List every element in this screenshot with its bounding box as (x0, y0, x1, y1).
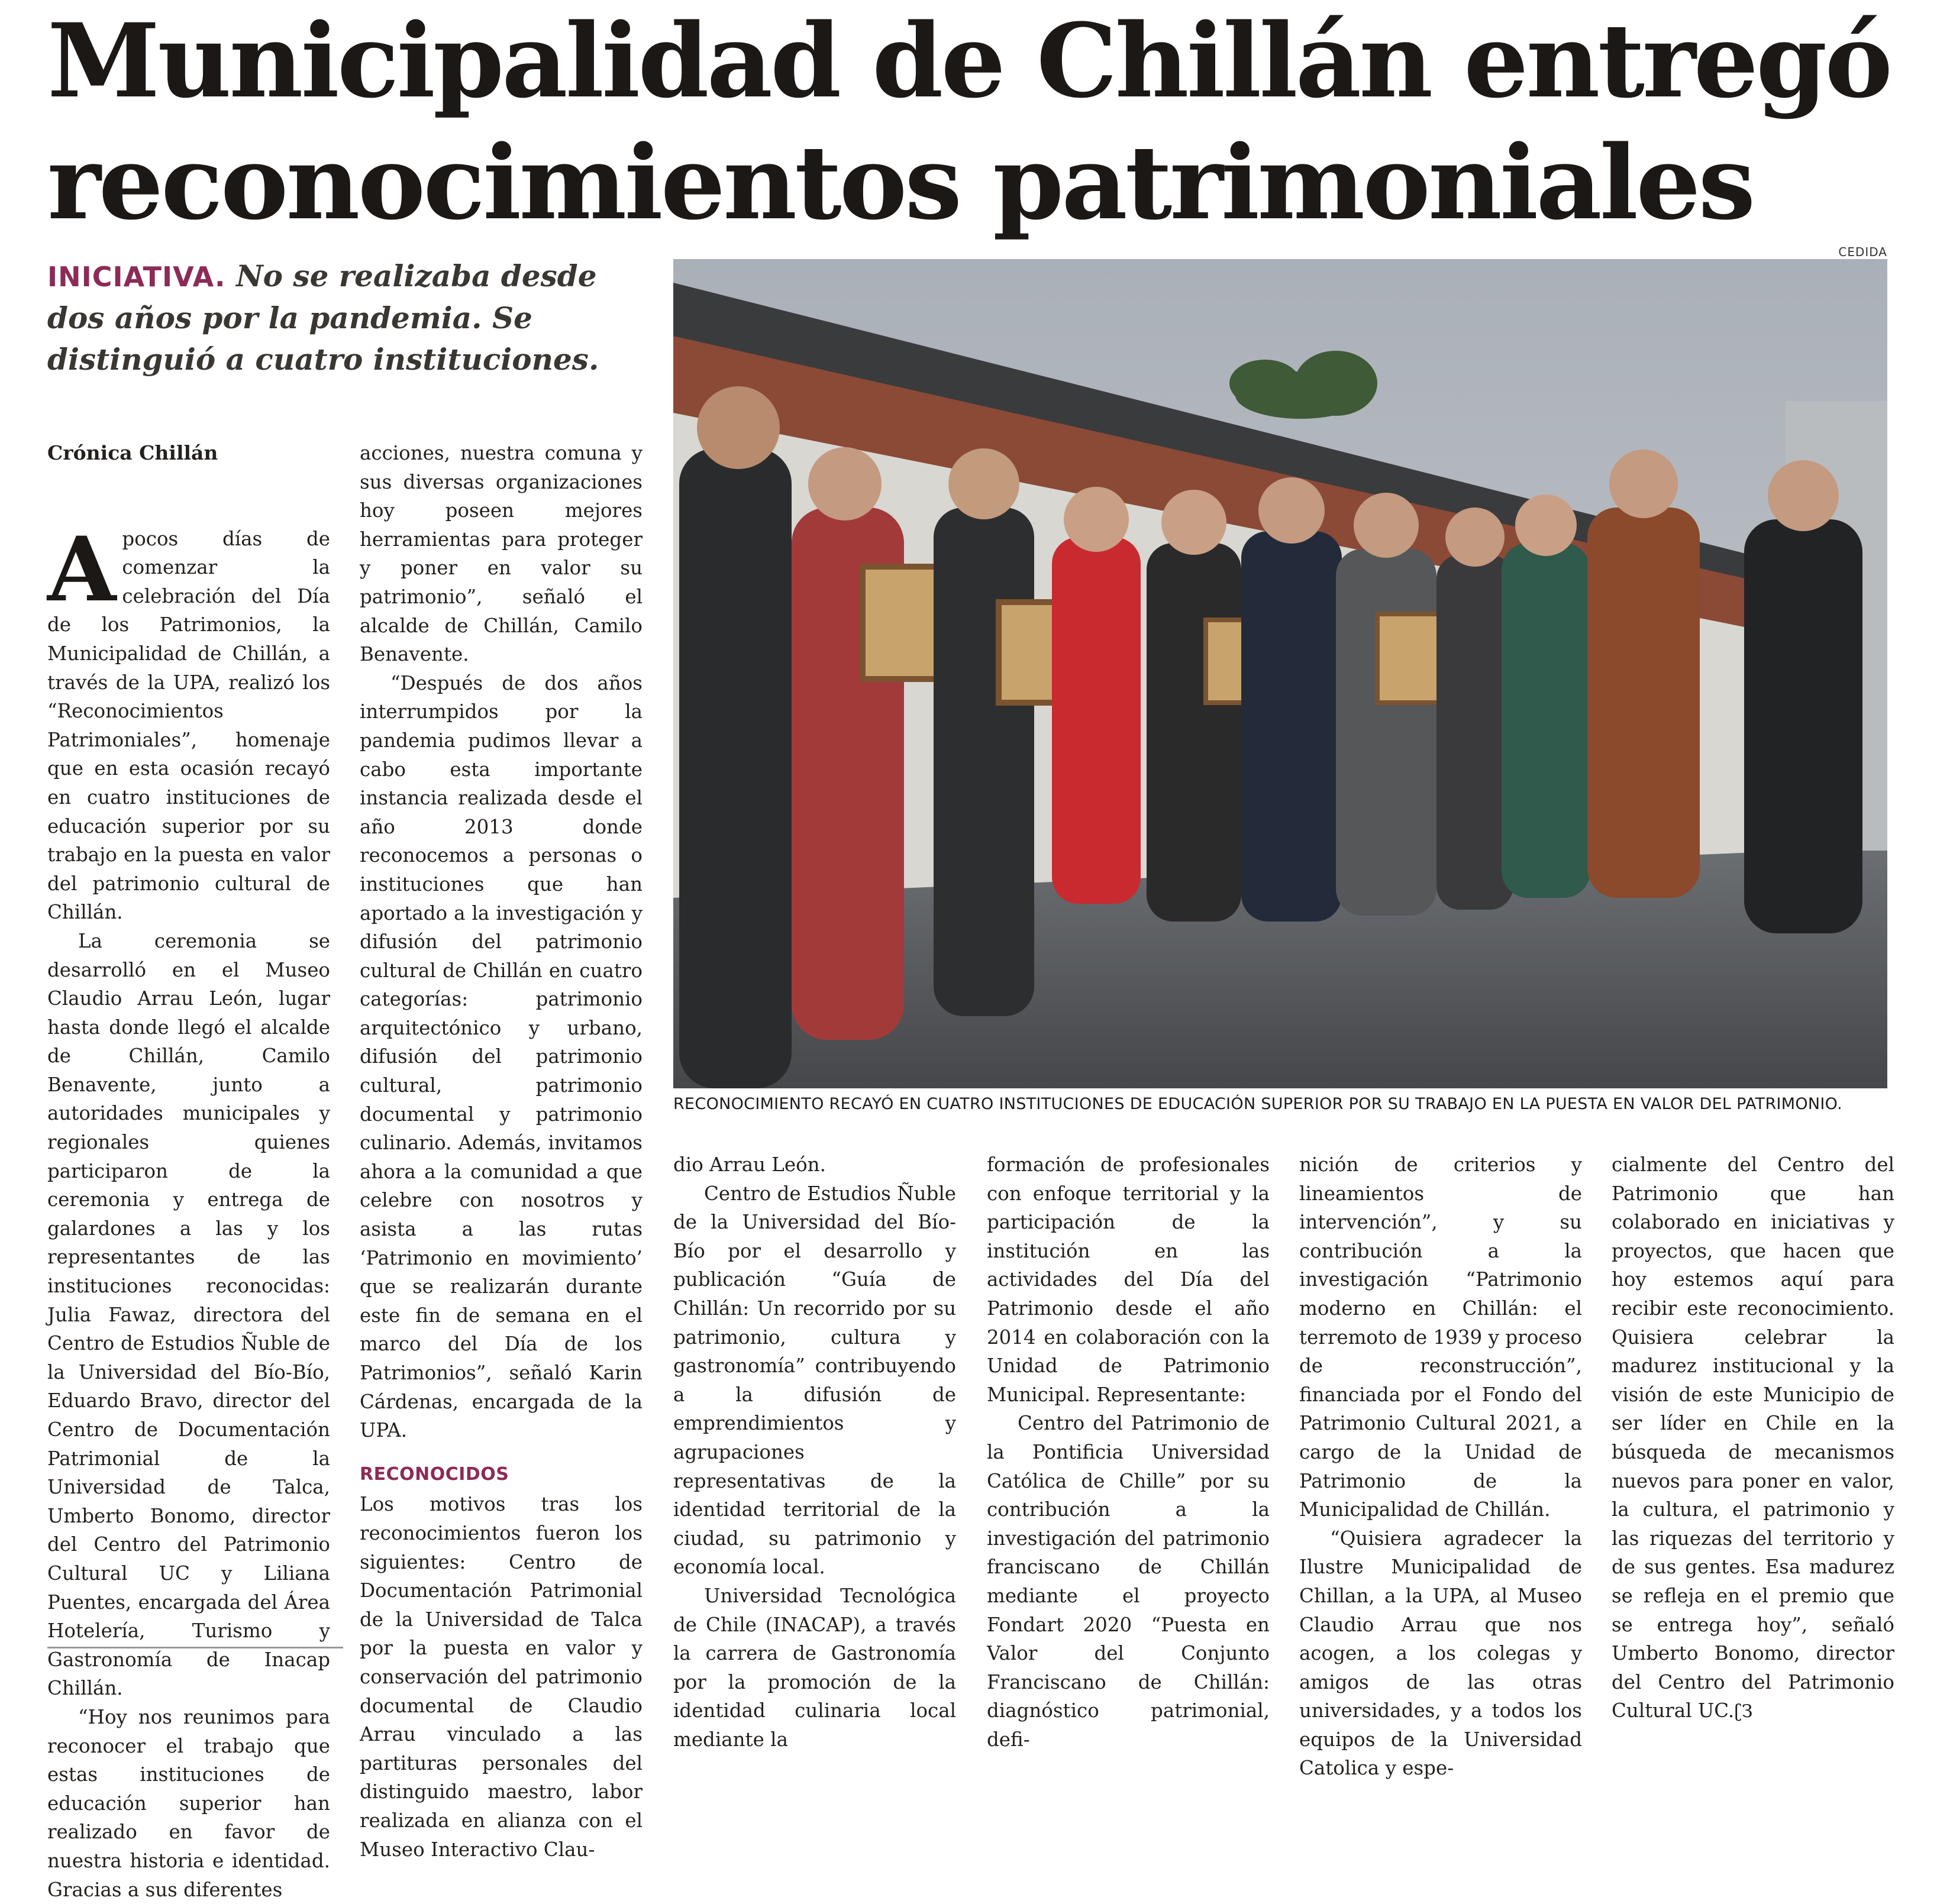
paragraph-4: “Después de dos años interrumpidos por la pandemia pudimos llevar a cabo esta importante instancia realizada desde el año 2013 donde reconocemos a personas o instituciones que han aportado a la investigación y difusión del patrimonio cultural de Chillán en cuatro categorías: patrimonio arquitectónico y urbano, difusión del patrimonio cultural, patrimonio documental y patrimonio culinario. Además, invitamos ahora a la comunidad a que celebre con nosotros y asista a las rutas ‘Patrimonio en movimiento’ que se realizarán durante este fin de semana en el marco del Día de los Patrimonios”, señaló Karin Cárdenas, encargada de la UPA. (360, 671, 643, 1442)
text-column-5 (1299, 1150, 1582, 1783)
paragraph-1-text: pocos días de comenzar la celebración del Día de los Patrimonios, la Municipalidad de Chillán, a través de la UPA, realizó los “Reconocimientos Patrimoniales”, homenaje que en esta ocasión recayó en cuatro instituciones de educación superior por su trabajo en la puesta en valor del patrimonio cultural de Chillán. (47, 527, 330, 924)
paragraph-9b-text: cialmente del Centro del Patrimonio que han colaborado en iniciativas y proyectos, que hacen que hoy estemos aquí para recibir este reconocimiento. Quisiera celebrar la madurez institucional y la visión de este Municipio de ser líder en Chile en la búsqueda de mecanismos nuevos para poner en valor, la cultura, el patrimonio y las riquezas del territorio y de sus gentes. Esa madurez se refleja en el premio que se entrega hoy”, señaló Umberto Bonomo, director del Centro del Patrimonio Cultural UC. (1612, 1153, 1894, 1722)
paragraph-2: La ceremonia se desarrolló en el Museo Claudio Arrau León, lugar hasta donde llegó el alcalde de Chillán, Camilo Benavente, junto a autoridades municipales y regionales quienes participaron de la ceremonia y entrega de galardones a las y los representantes de las instituciones reconocidas: Julia Fawaz, directora del Centro de Estudios Ñuble de la Universidad del Bío-Bío, Eduardo Bravo, director del Centro de Documentación Patrimonial de la Universidad de Talca, Umberto Bonomo, director del Centro del Patrimonio Cultural UC y Liliana Puentes, encargada del Área Hotelería, Turismo y Gastronomía de Inacap Chillán. (47, 929, 330, 1700)
headline: Municipalidad de Chillán entregó reconocimientos patrimoniales (47, 1, 1891, 243)
text-column-1 (47, 439, 330, 1904)
paragraph-1 (47, 517, 330, 927)
lede-kicker: INICIATIVA. (47, 261, 226, 293)
paragraph-9a: “Quisiera agradecer la Ilustre Municipalidad de Chillan, a la UPA, al Museo Claudio Arrau que nos acogen, a los colegas y amigos de las otras universidades, y a todos los equipos de la Universidad Catolica y espe- (1299, 1527, 1582, 1780)
photo-caption: RECONOCIMIENTO RECAYÓ EN CUATRO INSTITUCIONES DE EDUCACIÓN SUPERIOR POR SU TRABAJO EN LA PUESTA EN VALOR DEL PATRIMONIO. (673, 1095, 1843, 1113)
paragraph-9b (1612, 1150, 1894, 1727)
paragraph-7b: formación de profesionales con enfoque territorial y la participación de la institución en las actividades del Día del Patrimonio desde el año 2014 en colaboración con la Unidad de Patrimonio Municipal. Representante: (987, 1153, 1270, 1406)
text-column-2 (360, 439, 643, 1864)
text-column-4 (987, 1150, 1270, 1754)
text-column-6 (1612, 1150, 1894, 1727)
byline: Crónica Chillán (47, 441, 218, 464)
paragraph-7a: Universidad Tecnológica de Chile (INACAP), a través la carrera de Gastronomía por la promoción de la identidad culinaria local mediante la (673, 1584, 956, 1751)
section-subhead: RECONOCIDOS (360, 1463, 509, 1485)
bottom-rule (47, 1647, 343, 1648)
paragraph-8b: nición de criterios y lineamientos de intervención”, y su contribución a la investigación “Patrimonio moderno en Chillán: el terremoto de 1939 y proceso de reconstrucción”, financiada por el Fondo del Patrimonio Cultural 2021, a cargo de la Unidad de Patrimonio de la Municipalidad de Chillán. (1299, 1153, 1582, 1521)
photo-credit: CEDIDA (1838, 245, 1887, 259)
paragraph-6: Centro de Estudios Ñuble de la Universidad del Bío-Bío por el desarrollo y publicación “Guía de Chillán: Un recorrido por su patrimonio, cultura y gastronomía” contribuyendo a la difusión de emprendimientos y agrupaciones representativas de la identidad territorial de la ciudad, su patrimonio y economía local. (673, 1182, 956, 1579)
paragraph-5a: Los motivos tras los reconocimientos fueron los siguientes: Centro de Documentación Patrimonial de la Universidad de Talca por la puesta en valor y conservación del patrimonio documental de Claudio Arrau vinculado a las partituras personales del distinguido maestro, labor realizada en alianza con el Museo Interactivo Clau- (360, 1493, 643, 1861)
paragraph-8a: Centro del Patrimonio de la Pontificia Universidad Católica de Chille” por su contribución a la investigación del patrimonio franciscano de Chillán mediante el proyecto Fondart 2020 “Puesta en Valor del Conjunto Franciscano de Chillán: diagnóstico patrimonial, defi- (987, 1412, 1270, 1751)
paragraph-3b: acciones, nuestra comuna y sus diversas organizaciones hoy poseen mejores herramientas para proteger y poner en valor su patrimonio”, señaló el alcalde de Chillán, Camilo Benavente. (360, 442, 643, 666)
lede-text: No se realizaba desde dos años por la pandemia. Se distinguió a cuatro instituciones. (47, 258, 599, 377)
group-photo (673, 259, 1887, 1088)
paragraph-5b: dio Arrau León. (673, 1153, 826, 1176)
paragraph-3a: “Hoy nos reunimos para reconocer el trabajo que estas instituciones de educación superior han realizado en favor de nuestra historia e identidad. Gracias a sus diferentes (47, 1705, 330, 1901)
end-mark: ʗЗ (1734, 1701, 1753, 1722)
text-column-3 (673, 1150, 956, 1754)
lede (47, 256, 651, 380)
dropcap: A (47, 517, 117, 622)
